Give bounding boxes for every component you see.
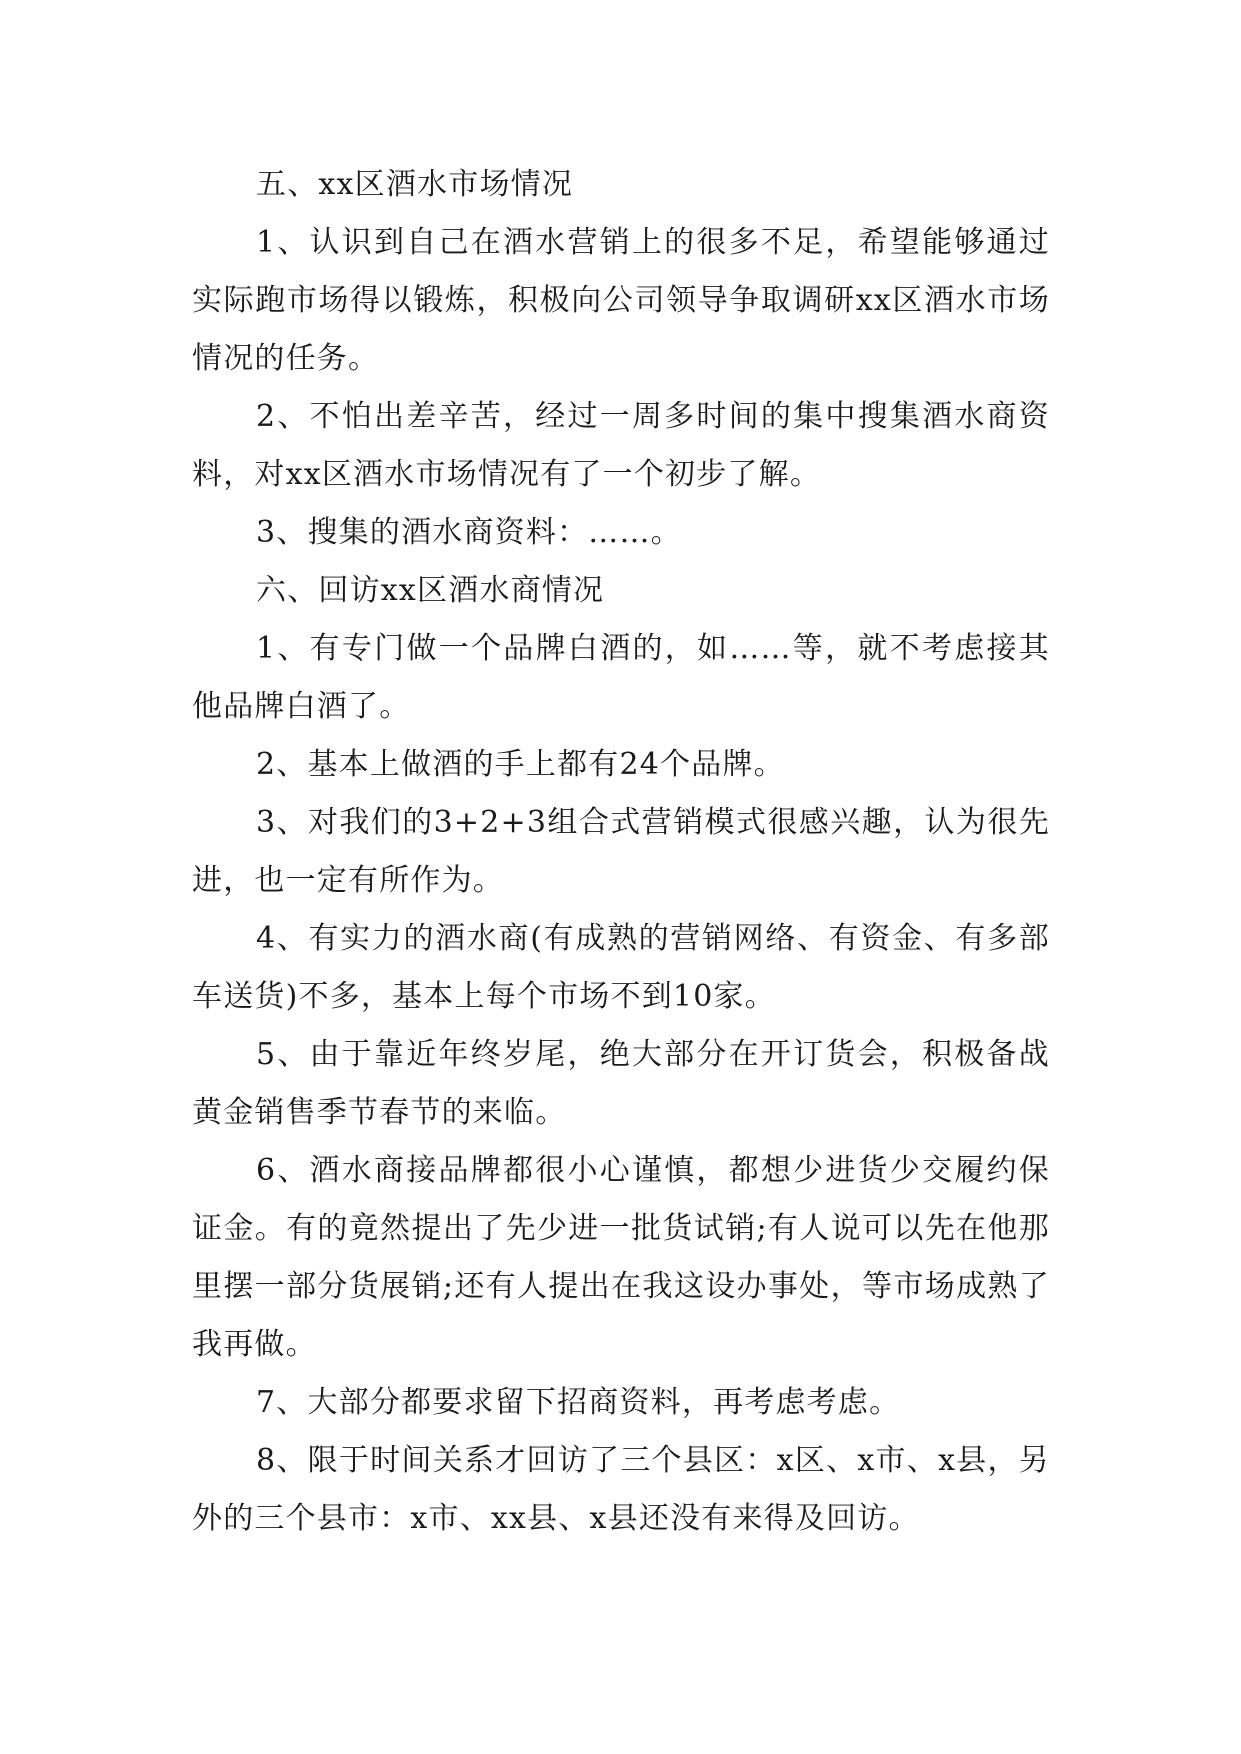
section-heading-5: 五、xx区酒水市场情况 [256,167,574,202]
paragraph: 1、认识到自己在酒水营销上的很多不足，希望能够通过实际跑市场得以锻炼，积极向公司领导争取调研xx区酒水市场情况的任务。 [192,225,1050,376]
paragraph: 2、基本上做酒的手上都有24个品牌。 [256,747,785,782]
paragraph: 3、搜集的酒水商资料：……。 [256,515,682,550]
paragraph: 4、有实力的酒水商(有成熟的营销网络、有资金、有多部车送货)不多，基本上每个市场不到10家。 [192,921,1050,1014]
document-body [192,156,1050,1548]
paragraph: 3、对我们的3+2+3组合式营销模式很感兴趣，认为很先进，也一定有所作为。 [192,805,1050,898]
paragraph: 2、不怕出差辛苦，经过一周多时间的集中搜集酒水商资料，对xx区酒水市场情况有了一个初步了解。 [192,399,1050,492]
paragraph: 6、酒水商接品牌都很小心谨慎，都想少进货少交履约保证金。有的竟然提出了先少进一批货试销;有人说可以先在他那里摆一部分货展销;还有人提出在我这设办事处，等市场成熟了我再做。 [192,1153,1050,1362]
paragraph: 7、大部分都要求留下招商资料，再考虑考虑。 [256,1385,901,1420]
paragraph: 1、有专门做一个品牌白酒的，如……等，就不考虑接其他品牌白酒了。 [192,631,1050,724]
section-heading-6: 六、回访xx区酒水商情况 [256,573,605,608]
paragraph: 5、由于靠近年终岁尾，绝大部分在开订货会，积极备战黄金销售季节春节的来临。 [192,1037,1050,1130]
paragraph: 8、限于时间关系才回访了三个县区：x区、x市、x县，另外的三个县市：x市、xx县、x县还没有来得及回访。 [192,1443,1050,1536]
